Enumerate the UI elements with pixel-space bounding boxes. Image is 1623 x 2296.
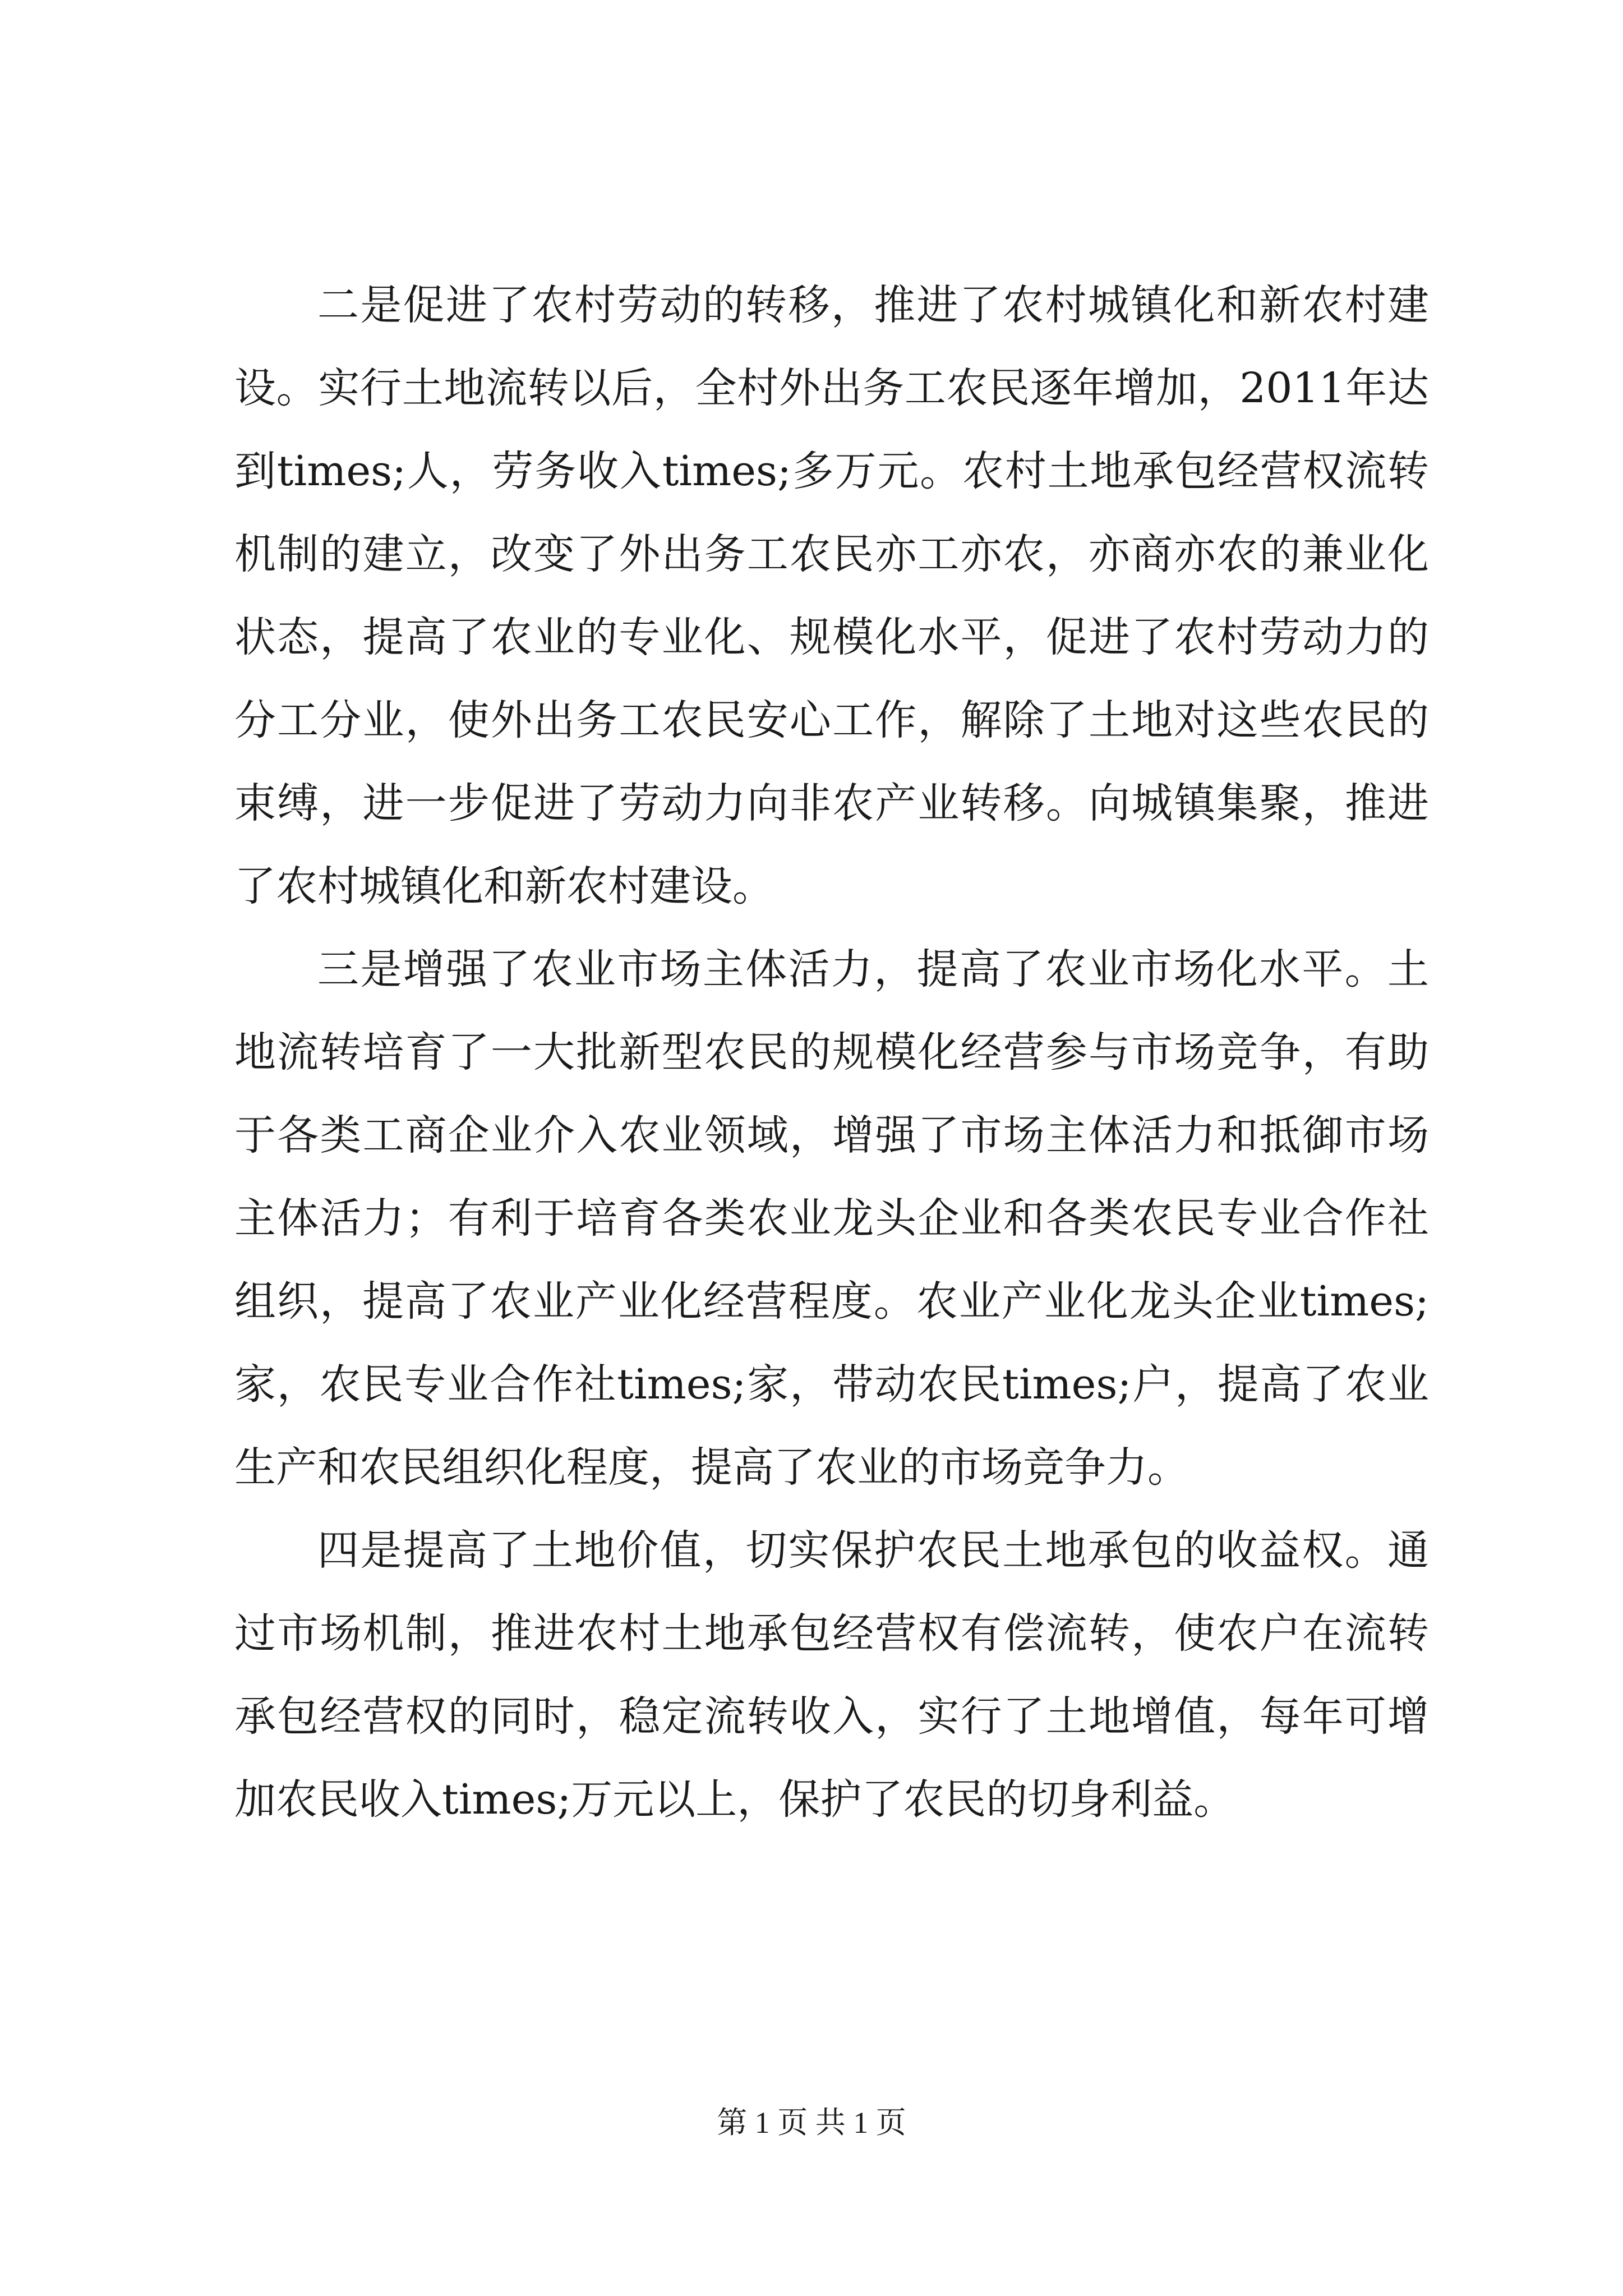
paragraph-market-vitality: 三是增强了农业市场主体活力，提高了农业市场化水平。土地流转培育了一大批新型农民的规模化经营参与市场竞争，有助于各类工商企业介入农业领域，增强了市场主体活力和抵御市场主体活力；有利于培育各类农业龙头企业和各类农民专业合作社组织，提高了农业产业化经营程度。农业产业化龙头企业times;家，农民专业合作社times;家，带动农民times;户，提高了农业生产和农民组织化程度，提高了农业的市场竞争力。 xyxy=(234,945,1429,1492)
paragraph-labor-transfer: 二是促进了农村劳动的转移，推进了农村城镇化和新农村建设。实行土地流转以后，全村外出务工农民逐年增加，2011年达到times;人，劳务收入times;多万元。农村土地承包经营权流转机制的建立，改变了外出务工农民亦工亦农，亦商亦农的兼业化状态，提高了农业的专业化、规模化水平，促进了农村劳动力的分工分业，使外出务工农民安心工作，解除了土地对这些农民的束缚，进一步促进了劳动力向非农产业转移。向城镇集聚，推进了农村城镇化和新农村建设。 xyxy=(234,281,1429,910)
paragraph-land-value: 四是提高了土地价值，切实保护农民土地承包的收益权。通过市场机制，推进农村土地承包经营权有偿流转，使农户在流转承包经营权的同时，稳定流转收入，实行了土地增值，每年可增加农民收入times;万元以上，保护了农民的切身利益。 xyxy=(234,1526,1429,1824)
page-number-footer: 第 1 页 共 1 页 xyxy=(717,2106,906,2139)
document-body xyxy=(234,264,1429,1841)
